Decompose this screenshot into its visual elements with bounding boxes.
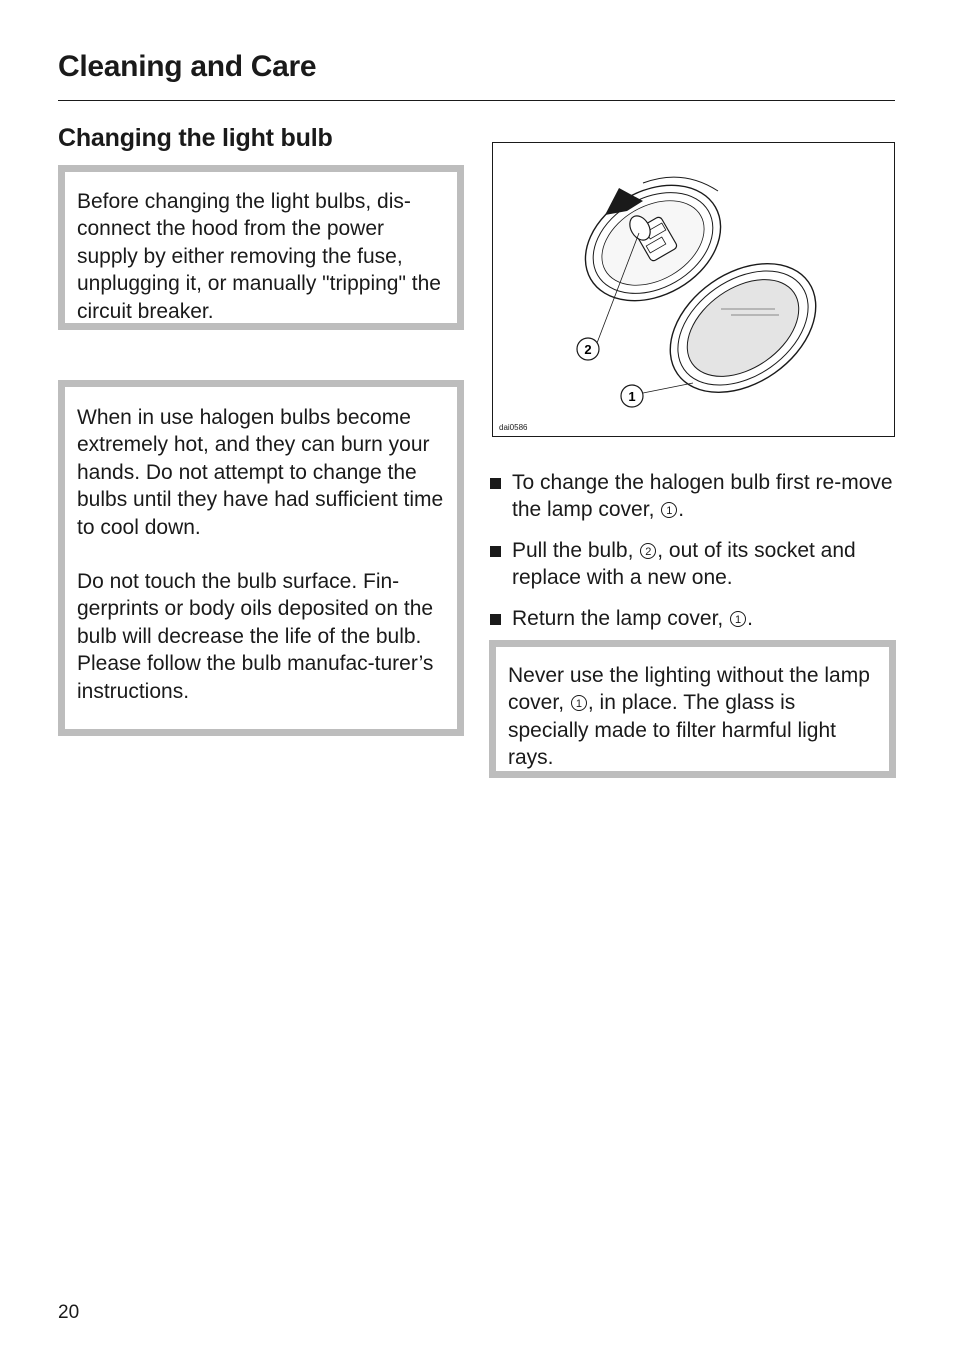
- title-divider: [58, 100, 895, 101]
- step-text: .: [678, 498, 685, 522]
- callout-1-label: 1: [628, 389, 636, 404]
- step-text: To change the halogen bulb first re-move the lamp cover,: [512, 471, 893, 522]
- callout-ref-icon: 1: [571, 695, 587, 711]
- instruction-list: [489, 469, 899, 645]
- warning-hot-text: When in use halogen bulbs become extremely hot, and they can burn your hands. Do not attempt to change the bulbs until they have had sufficient time to cool down.: [77, 406, 444, 539]
- callout-2-label: 2: [584, 342, 592, 357]
- list-item: [489, 537, 899, 592]
- warning-box-hot-bulbs: [58, 380, 464, 736]
- paragraph-gap: [77, 541, 447, 568]
- warning-cover-text: [508, 662, 881, 772]
- step-text: Return the lamp cover,: [512, 606, 730, 630]
- list-item: [489, 469, 899, 524]
- callout-ref-icon: 1: [661, 502, 677, 518]
- page-number: 20: [58, 1302, 80, 1323]
- warning-box-lamp-cover: [489, 640, 896, 778]
- bullet-square-icon: [490, 478, 501, 489]
- section-heading: Changing the light bulb: [58, 124, 333, 152]
- list-item: [489, 605, 899, 632]
- page-title: Cleaning and Care: [58, 50, 317, 83]
- step-text: Pull the bulb,: [512, 538, 640, 562]
- step-text: , out of its socket and replace with a new one.: [512, 538, 856, 590]
- callout-ref-icon: 2: [640, 543, 656, 559]
- figure-code: dai0586: [499, 423, 528, 432]
- warning-box-power: [58, 165, 464, 330]
- bullet-square-icon: [490, 546, 501, 557]
- warning-touch-text: Do not touch the bulb surface. Fin-gerprints or body oils deposited on the bulb will decrease the life of the bulb.: [77, 570, 434, 648]
- callout-ref-icon: 1: [730, 611, 746, 627]
- step-text: .: [747, 606, 753, 630]
- lamp-figure: [492, 142, 895, 437]
- warning-cover-text-end: , in place. The glass is specially made to filter harmful light rays.: [508, 691, 836, 770]
- warning-manufacturer-text: Please follow the bulb manufac-turer’s instructions.: [77, 652, 434, 703]
- warning-power-text: Before changing the light bulbs, dis-connect the hood from the power supply by either removing the fuse, unplugging it, or manually "tripping" the circuit breaker.: [77, 190, 441, 323]
- lamp-illustration: [493, 143, 894, 436]
- bullet-square-icon: [490, 614, 501, 625]
- warning-cover-text-start: Never use the lighting without the lamp cover,: [508, 664, 870, 715]
- leader-line-1: [643, 383, 693, 393]
